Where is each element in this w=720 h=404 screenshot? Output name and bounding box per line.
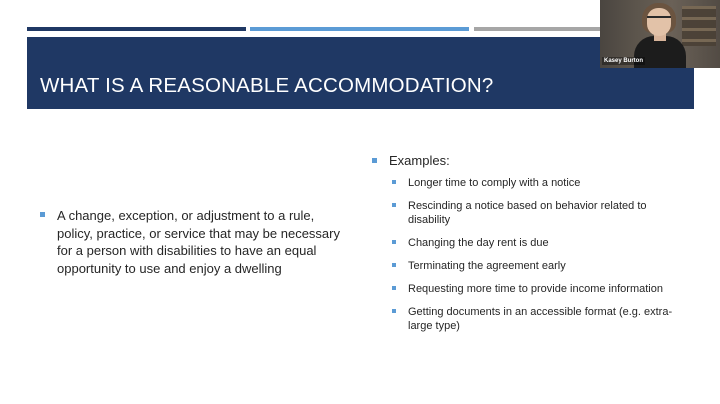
list-item <box>392 236 682 250</box>
example-text: Requesting more time to provide income information <box>408 283 663 295</box>
list-item <box>392 176 682 190</box>
definition-bullet <box>40 207 350 277</box>
list-item <box>392 199 682 227</box>
examples-heading-bullet <box>372 153 450 168</box>
example-text: Terminating the agreement early <box>408 260 566 272</box>
participant-video-tile[interactable] <box>600 0 720 68</box>
list-item <box>392 259 682 273</box>
square-bullet-icon <box>392 240 396 244</box>
square-bullet-icon <box>40 212 45 217</box>
example-text: Longer time to comply with a notice <box>408 177 581 189</box>
top-accent-bar-gray <box>474 27 604 31</box>
square-bullet-icon <box>392 203 396 207</box>
square-bullet-icon <box>392 309 396 313</box>
square-bullet-icon <box>372 158 377 163</box>
example-text: Getting documents in an accessible format (e.g. extra-large type) <box>408 306 673 332</box>
title-band <box>27 37 694 109</box>
video-shelf <box>682 6 716 46</box>
slide-title: WHAT IS A REASONABLE ACCOMMODATION? <box>40 74 494 97</box>
glasses-icon <box>647 16 671 24</box>
square-bullet-icon <box>392 180 396 184</box>
square-bullet-icon <box>392 286 396 290</box>
top-accent-bar-blue <box>250 27 469 31</box>
top-accent-bar-dark <box>27 27 246 31</box>
examples-list <box>392 176 682 342</box>
definition-text: A change, exception, or adjustment to a rule, policy, practice, or service that may be necessary for a person with disabilities to have an equal opportunity to use and enjoy a dwelling <box>57 208 340 276</box>
list-item <box>392 282 682 296</box>
list-item <box>392 305 682 333</box>
example-text: Changing the day rent is due <box>408 237 549 249</box>
example-text: Rescinding a notice based on behavior related to disability <box>408 200 647 226</box>
participant-name-label: Kasey Burton <box>604 58 644 64</box>
square-bullet-icon <box>392 263 396 267</box>
examples-heading: Examples: <box>389 153 450 168</box>
